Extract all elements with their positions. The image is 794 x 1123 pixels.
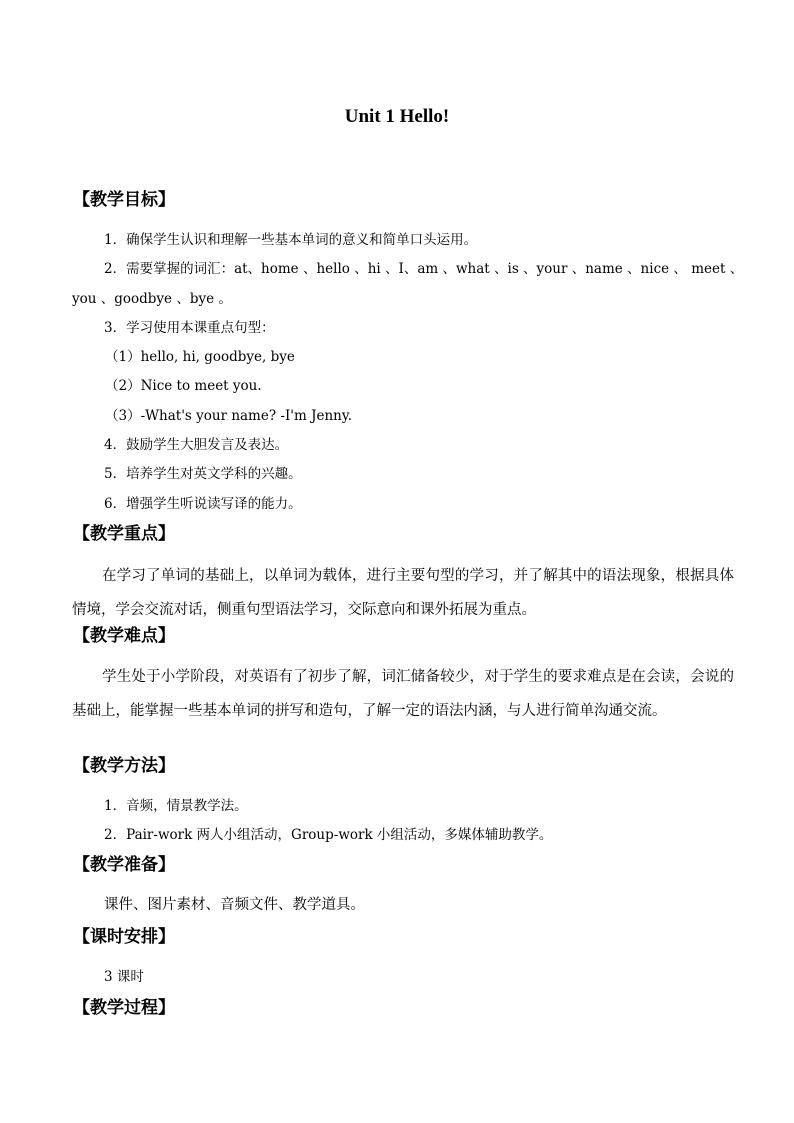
objective-line: 5．培养学生对英文学科的兴趣。 [104, 466, 302, 482]
key-points-paragraph: 在学习了单词的基础上，以单词为载体，进行主要句型的学习，并了解其中的语法现象，根据具体情境，学会交流对话，侧重句型语法学习，交际意向和课外拓展为重点。 [72, 568, 734, 618]
heading-key-points: 【教学重点】 [73, 524, 175, 544]
method-line: 1．音频，情景教学法。 [104, 798, 248, 814]
objective-line: 6．增强学生听说读写译的能力。 [104, 496, 302, 512]
objective-sentence-line: （3）-What's your name? -I'm Jenny. [105, 408, 352, 424]
page-title: Unit 1 Hello! [344, 106, 450, 127]
objective-sentence-line: （2）Nice to meet you. [105, 378, 262, 394]
heading-schedule: 【课时安排】 [73, 927, 175, 947]
objective-line: 3．学习使用本课重点句型： [104, 320, 275, 336]
objective-line: 2．需要掌握的词汇：at、home 、hello 、hi 、I、am 、what 、is 、your 、name 、nice 、 meet 、 [104, 261, 744, 277]
heading-objectives: 【教学目标】 [73, 190, 175, 210]
heading-process: 【教学过程】 [73, 998, 175, 1018]
objective-sentence-line: （1）hello, hi, goodbye, bye [105, 349, 295, 365]
heading-methods: 【教学方法】 [73, 756, 175, 776]
objective-line: you 、goodbye 、bye 。 [72, 291, 232, 307]
difficulties-paragraph: 学生处于小学阶段，对英语有了初步了解，词汇储备较少，对于学生的要求难点是在会读，会说的基础上，能掌握一些基本单词的拼写和造句，了解一定的语法内涵，与人进行简单沟通交流。 [72, 669, 734, 719]
objective-line: 4．鼓励学生大胆发言及表达。 [104, 437, 289, 453]
heading-preparation: 【教学准备】 [73, 855, 175, 875]
schedule-text: 3 课时 [104, 969, 144, 985]
objective-line: 1．确保学生认识和理解一些基本单词的意义和简单口头运用。 [104, 232, 478, 248]
heading-difficulties: 【教学难点】 [73, 626, 175, 646]
preparation-text: 课件、图片素材、音频文件、教学道具。 [104, 897, 365, 913]
method-line: 2．Pair-work 两人小组活动，Group-work 小组活动，多媒体辅助教学。 [104, 827, 553, 843]
